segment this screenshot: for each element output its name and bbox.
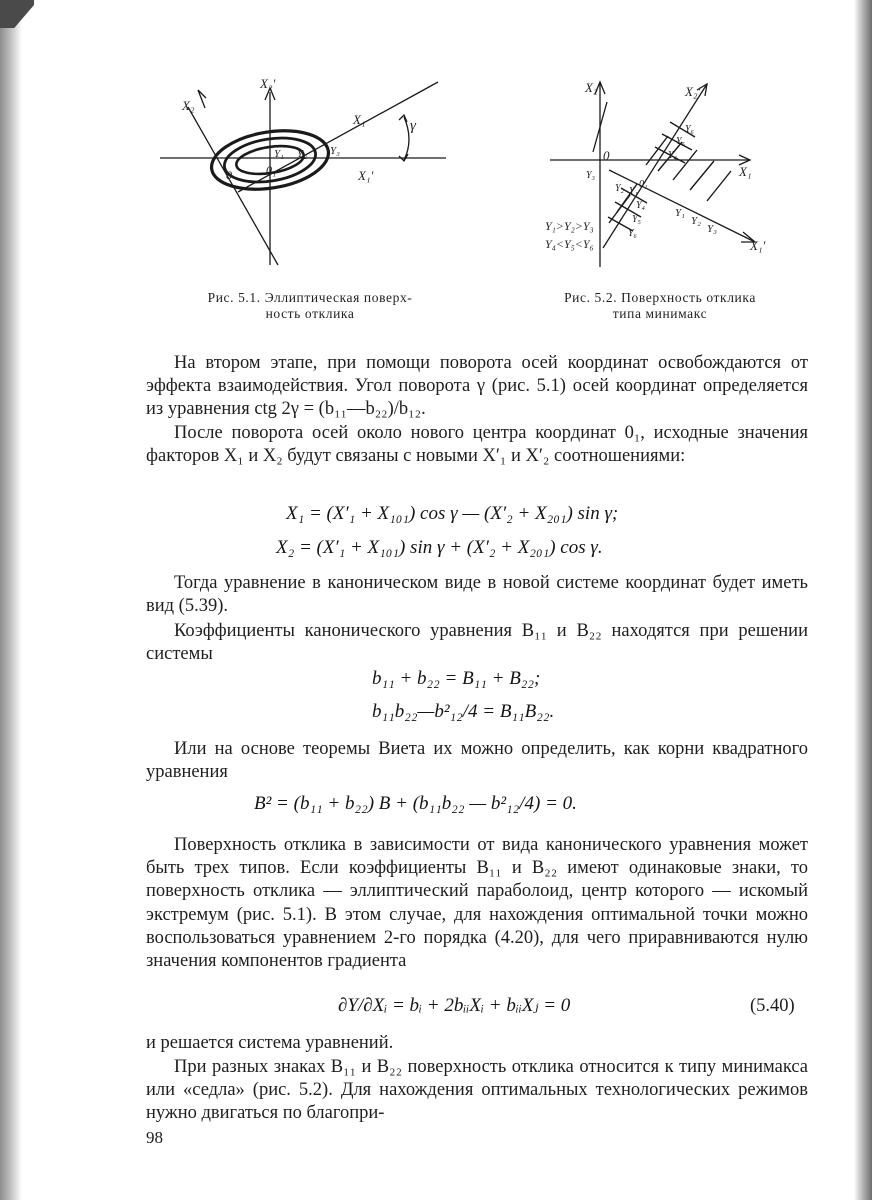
paragraph-surface-types: Поверхность отклика в зависимости от вида канонического уравнения может быть трех типов. Если коэффициенты B₁₁ и B₂₂ имеют одинаковые знаки, то поверхность отклика — эллиптический параболоид, центр которого — искомый экстремум (рис. 5.1). В этом случае, для нахождения оптимальной точки можно воспользоваться уравнением 2-го порядка (4.20), для чего приравниваются нулю значения компонентов градиента	[146, 835, 808, 972]
label-x1: X₁	[739, 164, 752, 179]
label-y2-left: Y₂	[615, 183, 625, 194]
label-y5-lower: Y₅	[632, 214, 642, 225]
paragraph-canonical-form: Тогда уравнение в каноническом виде в новой системе координат будет иметь вид (5.39).	[146, 573, 808, 617]
label-y2: Y₂	[297, 148, 307, 160]
equation-quadratic: B² = (b₁₁ + b₂₂) B + (b₁₁b₂₂ — b²₁₂/4) = 0.	[254, 793, 577, 814]
hatch-a4	[690, 161, 714, 190]
label-gamma: γ	[410, 118, 416, 134]
label-y6-lower: Y₆	[628, 228, 638, 239]
label-o1: 0₁	[266, 163, 277, 177]
angle-gamma-arc	[404, 117, 409, 160]
label-y3-left: Y₃	[586, 170, 596, 181]
arrow-x2	[198, 90, 206, 108]
figure-5-1-caption	[160, 290, 460, 322]
paragraph-axis-rotation: На втором этапе, при помощи поворота осей координат освобождаются от эффекта взаимодействия. Угол поворота γ (рис. 5.1) осей координат определяется из уравнения ctg 2γ = (b₁₁—b₂₂)/b₁₂.	[146, 353, 808, 420]
scan-corner-mark	[0, 0, 34, 28]
label-y1: Y₁	[274, 148, 284, 160]
label-y2-right: Y₂	[691, 215, 701, 227]
label-y1-left: Y₁	[629, 186, 639, 197]
scan-edge-right	[854, 0, 872, 1200]
label-y4: Y₄	[668, 150, 678, 161]
figure-minimax-surface	[545, 62, 785, 282]
equation-system-1: b₁₁ + b₂₂ = B₁₁ + B₂₂;	[372, 668, 541, 689]
label-x2: X₂	[585, 80, 598, 95]
minimax-surface-diagram	[545, 62, 785, 282]
label-o1: 0₁	[639, 179, 648, 190]
equation-gradient: ∂Y/∂Xᵢ = bᵢ + 2bᵢᵢXᵢ + bᵢᵢXⱼ = 0	[338, 995, 571, 1016]
paragraph-minimax: При разных знаках B₁₁ и B₂₂ поверхность отклика относится к типу минимакса или «седла» (рис. 5.2). Для нахождения оптимальных технологических режимов нужно двигаться по благопри-	[146, 1057, 808, 1124]
label-x1-prime: X₁′	[750, 238, 766, 253]
label-x2-prime: X₂′	[260, 76, 276, 91]
label-y1-right: Y₁	[675, 207, 685, 219]
figure-elliptic-surface	[158, 62, 458, 272]
equation-x1-transform: X₁ = (X′₁ + X₁₀₁) cos γ — (X′₂ + X₂₀₁) sin γ;	[286, 503, 619, 524]
inequality-1: Y₁>Y₂>Y₃	[545, 219, 594, 233]
paragraph-new-center: После поворота осей около нового центра координат 0₁, исходные значения факторов X₁ и X₂ будут связаны с новыми X′₁ и X′₂ соотношениями:	[146, 423, 808, 467]
equation-x2-transform: X₂ = (X′₁ + X₁₀₁) sin γ + (X′₂ + X₂₀₁) cos γ.	[276, 537, 603, 558]
inequality-2: Y₄<Y₅<Y₆	[545, 237, 594, 251]
label-origin: 0	[603, 148, 610, 163]
figure-5-2-caption-line1: Рис. 5.2. Поверхность отклика	[564, 290, 756, 305]
label-x1: X₁	[353, 112, 366, 127]
label-y5: Y₅	[676, 136, 686, 147]
label-y6: Y₆	[685, 124, 695, 135]
label-y4-lower: Y₄	[636, 200, 646, 211]
label-y3: Y₃	[330, 145, 340, 157]
paragraph-solve-system: и решается система уравнений.	[146, 1033, 394, 1053]
label-y3-right: Y₃	[707, 223, 717, 235]
page-number: 98	[146, 1128, 163, 1147]
label-x1-prime: X₁′	[358, 168, 374, 183]
label-x2-prime: X₂′	[685, 84, 701, 99]
paragraph-coefficients: Коэффициенты канонического уравнения B₁₁ и B₂₂ находятся при решении системы	[146, 621, 808, 665]
figure-5-1-caption-line2: ность отклика	[265, 306, 355, 321]
label-x2: X₂	[182, 98, 195, 113]
scan-edge-left	[0, 0, 22, 1200]
paragraph-vieta: Или на основе теоремы Виета их можно определить, как корни квадратного уравнения	[146, 739, 808, 783]
figure-5-2-caption-line2: типа минимакс	[612, 306, 708, 321]
equation-system-2: b₁₁b₂₂—b²₁₂/4 = B₁₁B₂₂.	[372, 701, 555, 722]
equation-number-5-40: (5.40)	[750, 996, 795, 1016]
hatch-a5	[707, 171, 731, 201]
figure-5-1-caption-line1: Рис. 5.1. Эллиптическая поверх-	[207, 290, 413, 305]
figure-5-2-caption	[515, 290, 805, 322]
elliptic-surface-diagram	[158, 62, 458, 272]
label-origin: 0	[226, 168, 232, 182]
